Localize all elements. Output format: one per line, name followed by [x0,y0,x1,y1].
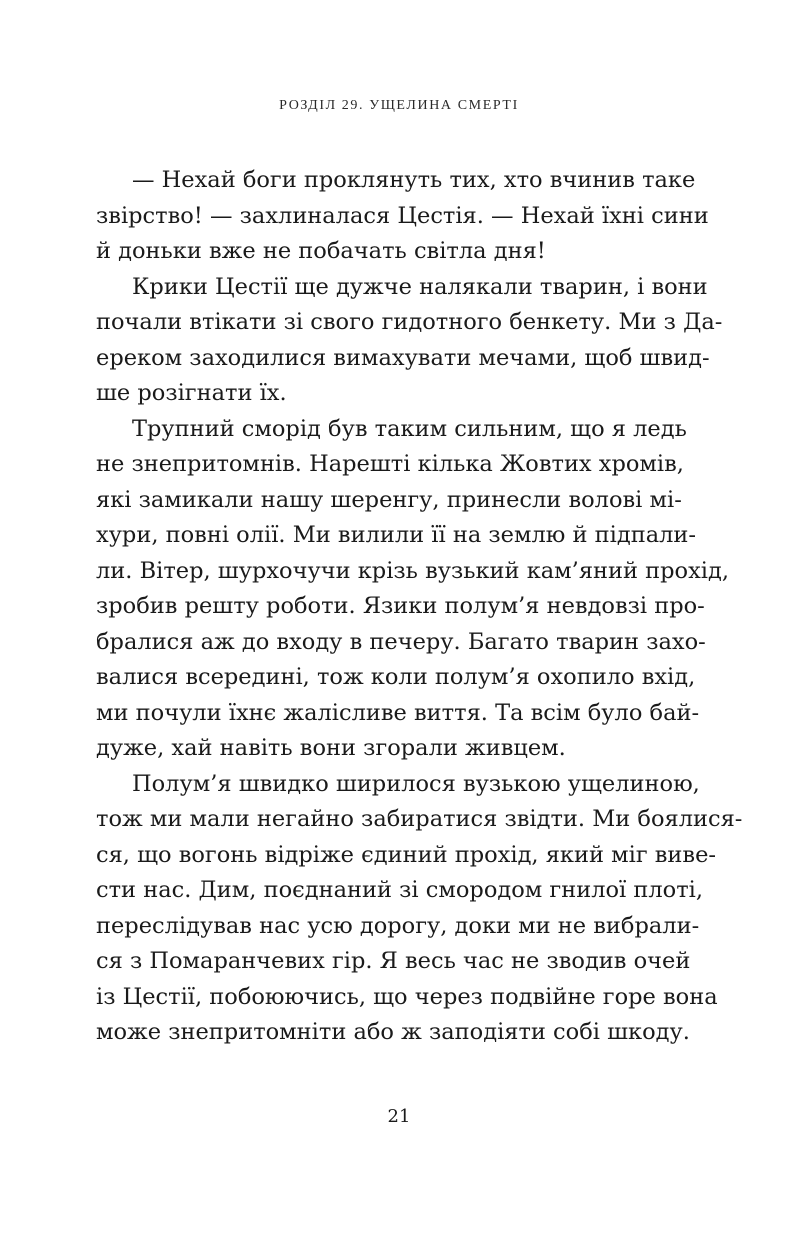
text-line: валися всередині, тож коли полум’я охопило вхід, [96,664,696,690]
text-line: почали втікати зі свого гидотного бенкету. Ми з Да- [96,309,723,335]
text-line: ше розігнати їх. [96,380,287,406]
text-line: ли. Вітер, шурхочучи крізь вузький кам’яний прохід, [96,557,729,584]
text-line: зробив решту роботи. Язики полум’я невдовзі про- [96,593,705,619]
text-line: не знепритомнів. Нарешті кілька Жовтих хромів, [96,451,684,477]
body-text [96,163,743,1051]
text-line: ереком заходилися вимахувати мечами, щоб швид- [96,344,710,371]
text-line: й доньки вже не побачать світла дня! [96,238,546,264]
text-line: сти нас. Дим, поєднаний зі смородом гнилої плоті, [96,877,704,903]
text-line: хури, повні олії. Ми вилили її на землю й підпали- [96,522,697,548]
text-line: — Нехай боги проклянуть тих, хто вчинив таке [132,167,696,193]
text-line: Полум’я швидко ширилося вузькою ущелиною, [132,770,700,797]
text-line: ся, що вогонь відріже єдиний прохід, який міг виве- [96,841,717,868]
text-line: звірство! — захлиналася Цестія. — Нехай їхні сини [96,202,709,229]
text-line: Крики Цестії ще дужче налякали тварин, і вони [132,273,708,300]
text-line: ми почули їхнє жалісливе виття. Та всім було бай- [96,699,700,726]
text-line: із Цестії, побоюючись, що через подвійне горе вона [96,983,718,1010]
text-line: переслідував нас усю дорогу, доки ми не вибрали- [96,912,700,939]
text-line: дуже, хай навіть вони згорали живцем. [96,735,566,761]
page-number: 21 [387,1106,411,1127]
text-line: бралися аж до входу в печеру. Багато тварин захо- [96,628,706,655]
running-head: РОЗДІЛ 29. УЩЕЛИНА СМЕРТІ [279,98,519,113]
text-line: Трупний сморід був таким сильним, що я ледь [132,415,687,442]
text-line: тож ми мали негайно забиратися звідти. Ми боялися- [96,806,743,832]
text-line: ся з Помаранчевих гір. Я весь час не зводив очей [96,948,691,974]
text-line: може знепритомніти або ж заподіяти собі шкоду. [96,1019,690,1045]
text-line: які замикали нашу шеренгу, принесли волові мі- [96,486,682,513]
